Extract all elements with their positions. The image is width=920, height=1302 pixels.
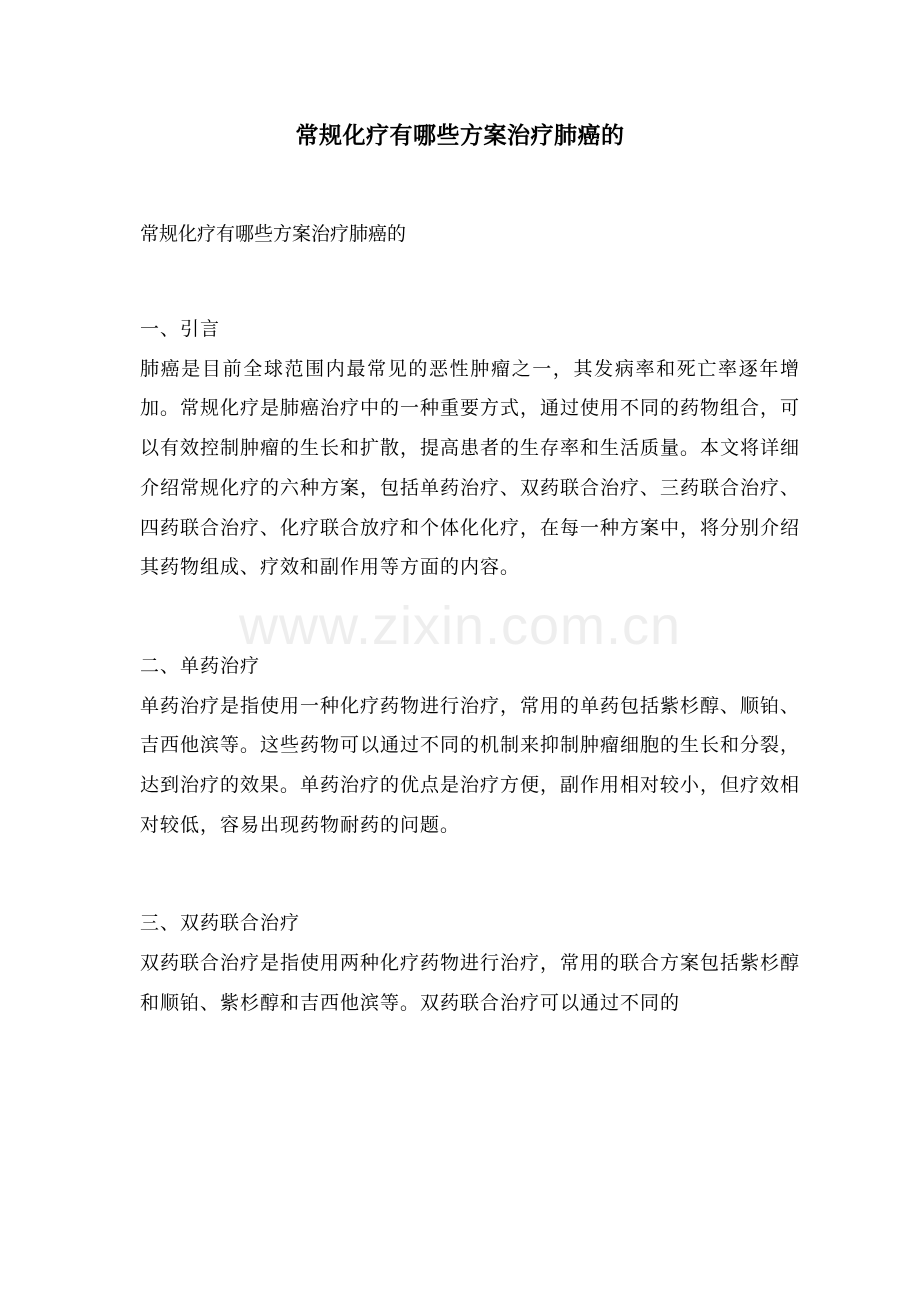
section-spacer	[140, 845, 800, 904]
section-heading: 一、引言	[140, 318, 221, 340]
section-paragraph: 肺癌是目前全球范围内最常见的恶性肿瘤之一，其发病率和死亡率逐年增加。常规化疗是肺癌治疗中的一种重要方式，通过使用不同的药物组合，可以有效控制肿瘤的生长和扩散，提高患者的生存率和生活质量。本文将详细介绍常规化疗的六种方案，包括单药治疗、双药联合治疗、三药联合治疗、四药联合治疗、化疗联合放疗和个体化化疗，在每一种方案中，将分别介绍其药物组成、疗效和副作用等方面的内容。	[140, 357, 801, 579]
section-paragraph: 双药联合治疗是指使用两种化疗药物进行治疗，常用的联合方案包括紫杉醇和顺铂、紫杉醇和吉西他滨等。双药联合治疗可以通过不同的	[140, 952, 801, 1014]
document-title: 常规化疗有哪些方案治疗肺癌的	[295, 122, 625, 149]
section-heading: 三、双药联合治疗	[140, 912, 301, 935]
section-introduction	[140, 310, 800, 588]
document-subtitle: 常规化疗有哪些方案治疗肺癌的	[140, 223, 407, 245]
document-body	[140, 310, 800, 1024]
section-heading: 二、单药治疗	[140, 654, 261, 677]
section-dual-drug	[140, 904, 800, 1023]
section-spacer	[140, 588, 800, 647]
section-single-drug	[140, 647, 800, 846]
section-paragraph: 单药治疗是指使用一种化疗药物进行治疗，常用的单药包括紫杉醇、顺铂、吉西他滨等。这些药物可以通过不同的机制来抑制肿瘤细胞的生长和分裂，达到治疗的效果。单药治疗的优点是治疗方便，副作用相对较小，但疗效相对较低，容易出现药物耐药的问题。	[140, 694, 801, 836]
watermark-text: www.zixin.com.cn	[238, 596, 682, 656]
